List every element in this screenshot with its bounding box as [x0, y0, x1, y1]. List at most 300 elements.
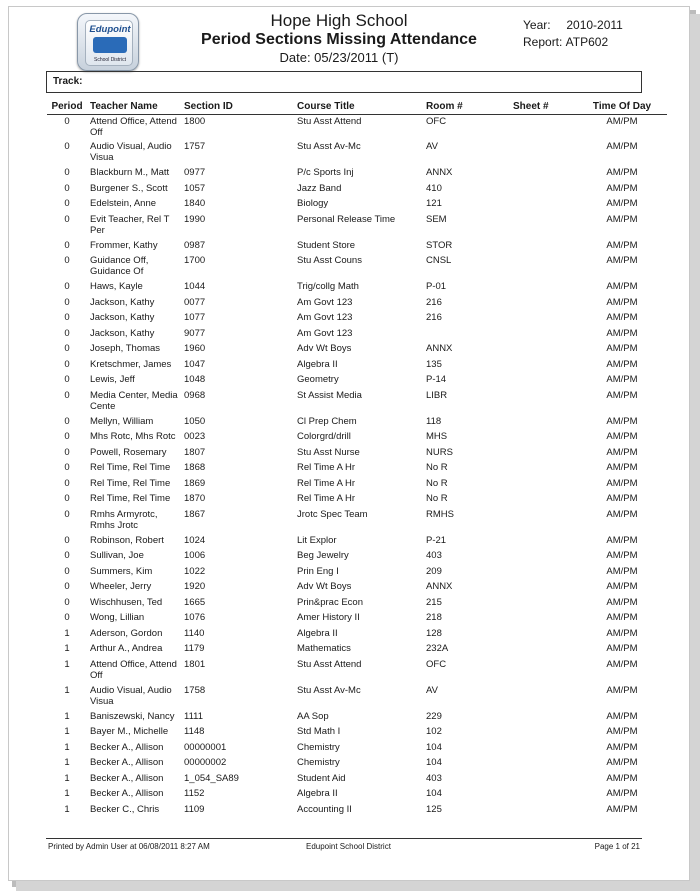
course-cell: Stu Asst Attend — [297, 658, 362, 670]
period-cell: 0 — [64, 213, 70, 225]
period-cell: 1 — [64, 772, 70, 784]
sheet-cell — [513, 430, 577, 446]
section-cell: 1179 — [184, 643, 205, 654]
teacher-cell: Blackburn M., Matt — [90, 167, 170, 178]
report-page — [8, 6, 690, 881]
table-row — [47, 534, 667, 550]
sheet-cell — [513, 611, 577, 627]
period-cell: 0 — [64, 255, 70, 266]
table-row — [47, 358, 667, 374]
section-cell: 1111 — [184, 710, 204, 722]
report-id-value: ATP602 — [565, 35, 609, 49]
sheet-cell — [513, 565, 577, 581]
section-cell: 1044 — [184, 281, 206, 292]
attendance-table — [47, 98, 667, 818]
period-cell: 1 — [64, 627, 70, 639]
section-cell: 1801 — [184, 658, 206, 670]
table-row — [47, 611, 667, 627]
section-cell: 0023 — [184, 431, 206, 442]
time-cell: AM/PM — [606, 115, 638, 127]
course-cell: Stu Asst Couns — [297, 255, 362, 266]
course-cell: Am Govt 123 — [297, 312, 353, 323]
course-cell: Mathematics — [297, 643, 351, 654]
teacher-cell: Becker A., Allison — [90, 788, 164, 799]
course-cell: St Assist Media — [297, 389, 362, 401]
sheet-cell — [513, 508, 577, 534]
room-cell: P-14 — [426, 374, 447, 385]
table-header-row — [47, 98, 667, 114]
teacher-cell: Rmhs Armyrotc, Rmhs Jrotc — [90, 508, 158, 531]
time-cell: AM/PM — [606, 643, 638, 654]
course-cell: Algebra II — [297, 788, 338, 799]
period-cell: 0 — [64, 550, 70, 561]
table-row — [47, 296, 667, 312]
course-cell: Stu Asst Av-Mc — [297, 141, 361, 152]
report-title: Period Sections Missing Attendance — [201, 31, 477, 48]
printed-by: Printed by Admin User at 06/08/2011 8:27 AM — [48, 842, 210, 851]
time-cell: AM/PM — [606, 612, 638, 623]
section-cell: 0977 — [184, 167, 206, 178]
table-row — [47, 580, 667, 596]
sheet-cell — [513, 534, 577, 550]
time-cell: AM/PM — [606, 213, 638, 225]
teacher-cell: Guidance Off, Guidance Of — [90, 255, 149, 277]
table-row — [47, 710, 667, 726]
section-cell: 00000002 — [184, 757, 227, 768]
column-header-course: Course Title — [297, 98, 416, 114]
time-cell: AM/PM — [606, 627, 638, 639]
sheet-cell — [513, 710, 577, 726]
course-cell: Lit Explor — [297, 534, 337, 546]
table-row — [47, 373, 667, 389]
table-row — [47, 182, 667, 198]
table-row — [47, 684, 667, 710]
sheet-cell — [513, 239, 577, 255]
room-cell: 216 — [426, 312, 442, 323]
teacher-cell: Bayer M., Michelle — [90, 726, 169, 737]
course-cell: P/c Sports Inj — [297, 167, 354, 178]
table-row — [47, 725, 667, 741]
table-row — [47, 197, 667, 213]
room-cell: 104 — [426, 757, 442, 768]
room-cell: 104 — [426, 788, 442, 799]
period-cell: 1 — [64, 757, 70, 768]
logo-frame — [85, 20, 133, 66]
time-cell: AM/PM — [606, 343, 638, 354]
room-cell: 102 — [426, 726, 442, 737]
sheet-cell — [513, 756, 577, 772]
section-cell: 1920 — [184, 581, 206, 592]
period-cell: 0 — [64, 374, 70, 385]
room-cell: MHS — [426, 431, 448, 442]
teacher-cell: Attend Office, Attend Off — [90, 115, 177, 138]
period-cell: 0 — [64, 389, 70, 401]
sheet-cell — [513, 166, 577, 182]
time-cell: AM/PM — [606, 565, 638, 577]
sheet-cell — [513, 415, 577, 431]
teacher-cell: Mellyn, William — [90, 415, 154, 427]
section-cell: 1990 — [184, 213, 206, 225]
section-cell: 1152 — [184, 788, 205, 799]
page-number: Page 1 of 21 — [594, 842, 640, 851]
teacher-cell: Wischhusen, Ted — [90, 596, 163, 608]
teacher-cell: Lewis, Jeff — [90, 374, 135, 385]
time-cell: AM/PM — [606, 255, 638, 266]
section-cell: 0077 — [184, 296, 206, 308]
logo-subtext: School District — [94, 57, 126, 63]
period-cell: 0 — [64, 115, 70, 127]
section-cell: 0968 — [184, 389, 206, 401]
room-cell — [416, 327, 513, 343]
section-cell: 1665 — [184, 596, 206, 608]
room-cell: ANNX — [426, 167, 453, 178]
period-cell: 1 — [64, 788, 70, 799]
table-row — [47, 627, 667, 643]
room-cell: No R — [426, 493, 448, 504]
course-cell: Algebra II — [297, 358, 338, 370]
room-cell: 403 — [426, 772, 442, 784]
time-cell: AM/PM — [606, 327, 638, 339]
sheet-cell — [513, 684, 577, 710]
report-footer — [46, 838, 642, 851]
table-row — [47, 239, 667, 255]
room-cell: STOR — [426, 239, 453, 251]
table-row — [47, 756, 667, 772]
course-cell: Amer History II — [297, 612, 360, 623]
teacher-cell: Evit Teacher, Rel T Per — [90, 213, 170, 236]
period-cell: 0 — [64, 477, 70, 489]
time-cell: AM/PM — [606, 550, 638, 561]
teacher-cell: Wheeler, Jerry — [90, 581, 152, 592]
period-cell: 0 — [64, 431, 70, 442]
time-cell: AM/PM — [606, 462, 638, 473]
teacher-cell: Joseph, Thomas — [90, 343, 161, 354]
section-cell: 1869 — [184, 477, 206, 489]
room-cell: 232A — [426, 643, 449, 654]
teacher-cell: Edelstein, Anne — [90, 198, 157, 209]
table-row — [47, 342, 667, 358]
teacher-cell: Arthur A., Andrea — [90, 643, 163, 654]
time-cell: AM/PM — [606, 741, 638, 753]
course-cell: Stu Asst Nurse — [297, 446, 360, 458]
section-cell: 9077 — [184, 327, 206, 339]
teacher-cell: Powell, Rosemary — [90, 446, 167, 458]
table-row — [47, 596, 667, 612]
teacher-cell: Media Center, Media Cente — [90, 389, 178, 412]
section-cell: 1148 — [184, 726, 205, 737]
section-cell: 1077 — [184, 312, 206, 323]
period-cell: 0 — [64, 198, 70, 209]
time-cell: AM/PM — [606, 726, 638, 737]
teacher-cell: Kretschmer, James — [90, 358, 172, 370]
section-cell: 1109 — [184, 803, 205, 815]
table-row — [47, 327, 667, 343]
section-cell: 1022 — [184, 565, 206, 577]
period-cell: 0 — [64, 343, 70, 354]
room-cell: AV — [426, 141, 438, 152]
table-row — [47, 140, 667, 166]
sheet-cell — [513, 461, 577, 477]
sheet-cell — [513, 446, 577, 462]
room-cell: OFC — [426, 658, 447, 670]
table-row — [47, 430, 667, 446]
room-cell: 216 — [426, 296, 442, 308]
course-cell: Chemistry — [297, 741, 340, 753]
table-row — [47, 280, 667, 296]
room-cell: No R — [426, 462, 448, 473]
room-cell: LIBR — [426, 389, 448, 401]
sheet-cell — [513, 492, 577, 508]
time-cell: AM/PM — [606, 508, 638, 520]
period-cell: 0 — [64, 508, 70, 520]
sheet-cell — [513, 580, 577, 596]
room-cell: No R — [426, 477, 448, 489]
room-cell: 403 — [426, 550, 442, 561]
district-name: Edupoint School District — [306, 842, 391, 851]
teacher-cell: Frommer, Kathy — [90, 239, 158, 251]
section-cell: 1006 — [184, 550, 206, 561]
table-row — [47, 642, 667, 658]
table-row — [47, 477, 667, 493]
room-cell: OFC — [426, 115, 447, 127]
teacher-cell: Sullivan, Joe — [90, 550, 144, 561]
room-cell: P-01 — [426, 281, 447, 292]
time-cell: AM/PM — [606, 658, 638, 670]
room-cell: 215 — [426, 596, 442, 608]
table-row — [47, 446, 667, 462]
period-cell: 1 — [64, 726, 70, 737]
teacher-cell: Robinson, Robert — [90, 534, 164, 546]
room-cell: CNSL — [426, 255, 452, 266]
period-cell: 0 — [64, 565, 70, 577]
section-cell: 1758 — [184, 684, 206, 696]
room-cell: P-21 — [426, 534, 447, 546]
course-cell: Stu Asst Attend — [297, 115, 362, 127]
teacher-cell: Becker A., Allison — [90, 772, 164, 784]
course-cell: Std Math I — [297, 726, 341, 737]
table-row — [47, 772, 667, 788]
time-cell: AM/PM — [606, 446, 638, 458]
report-id-row — [523, 34, 623, 51]
period-cell: 0 — [64, 281, 70, 292]
course-cell: Student Aid — [297, 772, 346, 784]
time-cell: AM/PM — [606, 415, 638, 427]
course-cell: Rel Time A Hr — [297, 477, 356, 489]
room-cell: 128 — [426, 627, 442, 639]
period-cell: 0 — [64, 358, 70, 370]
report-title-block — [169, 11, 509, 67]
room-cell: 209 — [426, 565, 442, 577]
year-label: Year: — [523, 18, 551, 32]
room-cell: ANNX — [426, 581, 453, 592]
teacher-cell: Summers, Kim — [90, 565, 153, 577]
time-cell: AM/PM — [606, 596, 638, 608]
room-cell: 125 — [426, 803, 442, 815]
sheet-cell — [513, 389, 577, 415]
section-cell: 1024 — [184, 534, 206, 546]
teacher-cell: Burgener S., Scott — [90, 182, 168, 194]
section-cell: 1960 — [184, 343, 206, 354]
period-cell: 0 — [64, 415, 70, 427]
table-row — [47, 166, 667, 182]
time-cell: AM/PM — [606, 684, 638, 696]
period-cell: 0 — [64, 239, 70, 251]
school-name: Hope High School — [270, 11, 408, 30]
teacher-cell: Haws, Kayle — [90, 281, 143, 292]
section-cell: 1840 — [184, 198, 206, 209]
period-cell: 1 — [64, 741, 70, 753]
time-cell: AM/PM — [606, 757, 638, 768]
course-cell: Chemistry — [297, 757, 340, 768]
report-meta — [523, 17, 623, 51]
room-cell: ANNX — [426, 343, 453, 354]
teacher-cell: Aderson, Gordon — [90, 627, 163, 639]
time-cell: AM/PM — [606, 296, 638, 308]
table-row — [47, 803, 667, 819]
teacher-cell: Rel Time, Rel Time — [90, 477, 171, 489]
period-cell: 0 — [64, 167, 70, 178]
table-row — [47, 213, 667, 239]
column-header-sheet: Sheet # — [513, 98, 577, 114]
sheet-cell — [513, 342, 577, 358]
course-cell: Rel Time A Hr — [297, 462, 356, 473]
sheet-cell — [513, 213, 577, 239]
sheet-cell — [513, 311, 577, 327]
room-cell: 410 — [426, 182, 442, 194]
course-cell: Personal Release Time — [297, 213, 396, 225]
period-cell: 1 — [64, 710, 70, 722]
teacher-cell: Baniszewski, Nancy — [90, 710, 175, 722]
period-cell: 0 — [64, 182, 70, 194]
sheet-cell — [513, 197, 577, 213]
column-header-section: Section ID — [183, 98, 297, 114]
sheet-cell — [513, 642, 577, 658]
teacher-cell: Becker C., Chris — [90, 803, 160, 815]
course-cell: Geometry — [297, 374, 339, 385]
table-row — [47, 549, 667, 565]
teacher-cell: Becker A., Allison — [90, 741, 164, 753]
section-cell: 00000001 — [184, 741, 227, 753]
sheet-cell — [513, 549, 577, 565]
teacher-cell: Jackson, Kathy — [90, 312, 155, 323]
section-cell: 1700 — [184, 255, 206, 266]
table-row — [47, 461, 667, 477]
table-row — [47, 492, 667, 508]
course-cell: Rel Time A Hr — [297, 493, 356, 504]
course-cell: Am Govt 123 — [297, 327, 353, 339]
section-cell: 1800 — [184, 115, 206, 127]
period-cell: 0 — [64, 581, 70, 592]
period-cell: 0 — [64, 596, 70, 608]
report-date: Date: 05/23/2011 (T) — [279, 50, 399, 65]
sheet-cell — [513, 254, 577, 280]
teacher-cell: Attend Office, Attend Off — [90, 658, 177, 681]
sheet-cell — [513, 741, 577, 757]
column-header-room: Room # — [416, 98, 513, 114]
logo-badge-icon — [93, 37, 127, 53]
section-cell: 1140 — [184, 627, 205, 639]
teacher-cell: Rel Time, Rel Time — [90, 493, 171, 504]
period-cell: 1 — [64, 643, 70, 654]
period-cell: 0 — [64, 446, 70, 458]
course-cell: Cl Prep Chem — [297, 415, 357, 427]
room-cell: 135 — [426, 358, 442, 370]
table-row — [47, 415, 667, 431]
course-cell: Trig/collg Math — [297, 281, 359, 292]
room-cell: 104 — [426, 741, 442, 753]
course-cell: Am Govt 123 — [297, 296, 353, 308]
table-row — [47, 389, 667, 415]
teacher-cell: Audio Visual, Audio Visua — [90, 141, 172, 163]
table-row — [47, 114, 667, 140]
time-cell: AM/PM — [606, 431, 638, 442]
teacher-cell: Wong, Lillian — [90, 612, 145, 623]
section-cell: 1047 — [184, 358, 206, 370]
teacher-cell: Jackson, Kathy — [90, 296, 155, 308]
sheet-cell — [513, 296, 577, 312]
time-cell: AM/PM — [606, 312, 638, 323]
section-cell: 1050 — [184, 415, 206, 427]
time-cell: AM/PM — [606, 182, 638, 194]
course-cell: Prin&prac Econ — [297, 596, 364, 608]
sheet-cell — [513, 787, 577, 803]
period-cell: 0 — [64, 312, 70, 323]
logo-text: Edupoint — [89, 24, 131, 35]
teacher-cell: Mhs Rotc, Mhs Rotc — [90, 431, 176, 442]
section-cell: 1870 — [184, 493, 206, 504]
course-cell: Prin Eng I — [297, 565, 339, 577]
track-box — [46, 71, 642, 93]
room-cell: AV — [426, 684, 438, 696]
time-cell: AM/PM — [606, 141, 638, 152]
teacher-cell: Becker A., Allison — [90, 757, 164, 768]
edupoint-logo — [77, 13, 139, 71]
table-row — [47, 565, 667, 581]
time-cell: AM/PM — [606, 477, 638, 489]
period-cell: 0 — [64, 612, 70, 623]
time-cell: AM/PM — [606, 803, 638, 815]
period-cell: 1 — [64, 658, 70, 670]
time-cell: AM/PM — [606, 772, 638, 784]
course-cell: Colorgrd/drill — [297, 431, 351, 442]
table-row — [47, 311, 667, 327]
time-cell: AM/PM — [606, 374, 638, 385]
section-cell: 1757 — [184, 141, 206, 152]
sheet-cell — [513, 725, 577, 741]
teacher-cell: Rel Time, Rel Time — [90, 462, 171, 473]
section-cell: 0987 — [184, 239, 206, 251]
time-cell: AM/PM — [606, 493, 638, 504]
time-cell: AM/PM — [606, 198, 638, 209]
course-cell: Adv Wt Boys — [297, 343, 352, 354]
course-cell: Student Store — [297, 239, 356, 251]
section-cell: 1868 — [184, 462, 206, 473]
course-cell: Beg Jewelry — [297, 550, 349, 561]
period-cell: 0 — [64, 327, 70, 339]
table-row — [47, 254, 667, 280]
sheet-cell — [513, 596, 577, 612]
course-cell: AA Sop — [297, 710, 329, 722]
room-cell: 118 — [426, 415, 442, 427]
course-cell: Jazz Band — [297, 182, 342, 194]
sheet-cell — [513, 327, 577, 343]
report-id-label: Report: — [523, 35, 563, 49]
year-value: 2010-2011 — [566, 18, 623, 32]
room-cell: SEM — [426, 213, 447, 225]
period-cell: 1 — [64, 803, 70, 815]
sheet-cell — [513, 477, 577, 493]
column-header-period: Period — [47, 98, 87, 114]
